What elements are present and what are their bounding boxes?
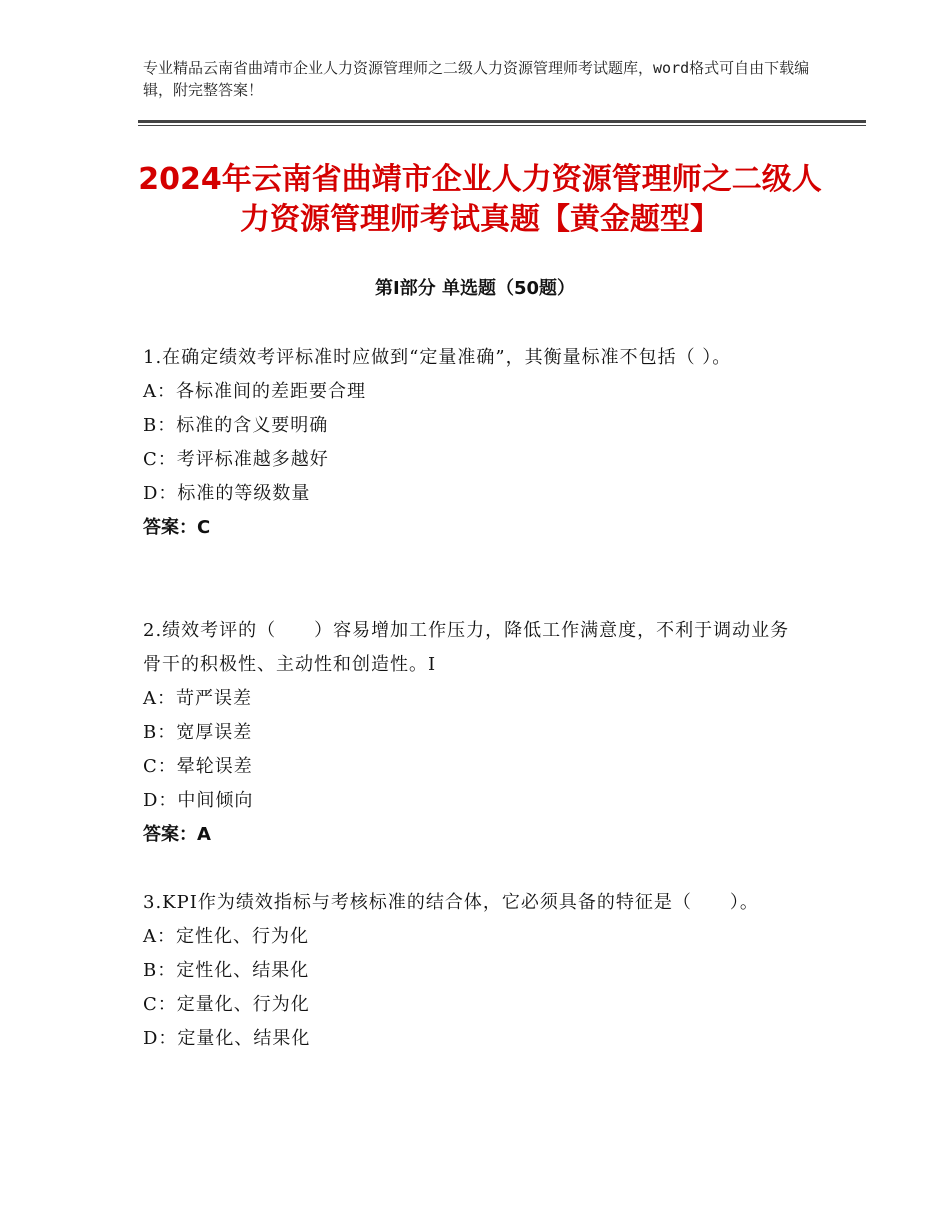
question-3 (143, 886, 803, 1056)
header-note: 专业精品云南省曲靖市企业人力资源管理师之二级人力资源管理师考试题库，word格式可自由下载编辑，附完整答案！ (143, 59, 810, 99)
question-stem: 1.在确定绩效考评标准时应做到“定量准确”，其衡量标准不包括（ ）。 (143, 347, 732, 368)
option-c: C：定量化、行为化 (143, 994, 310, 1015)
question-1 (143, 341, 803, 545)
question-2 (143, 614, 803, 852)
option-d: D：标准的等级数量 (143, 483, 311, 504)
header-divider-thick (138, 120, 866, 123)
answer: 答案：C (143, 517, 211, 538)
question-stem: 3.KPI作为绩效指标与考核标准的结合体，它必须具备的特征是（ ）。 (143, 892, 759, 913)
question-stem: 2.绩效考评的（ ）容易增加工作压力，降低工作满意度，不利于调动业务骨干的积极性、主动性和创造性。I (143, 620, 790, 675)
option-c: C：晕轮误差 (143, 756, 253, 777)
answer: 答案：A (143, 824, 211, 845)
option-a: A：各标准间的差距要合理 (143, 381, 366, 402)
option-b: B：宽厚误差 (143, 722, 253, 743)
option-a: A：苛严误差 (143, 688, 252, 709)
option-d: D：中间倾向 (143, 790, 254, 811)
section-heading: 第Ⅰ部分 单选题（50题） (374, 278, 575, 299)
option-c: C：考评标准越多越好 (143, 449, 329, 470)
option-d: D：定量化、结果化 (143, 1028, 311, 1049)
option-b: B：标准的含义要明确 (143, 415, 329, 436)
option-b: B：定性化、结果化 (143, 960, 310, 981)
header-divider-thin (138, 125, 866, 126)
option-a: A：定性化、行为化 (143, 926, 309, 947)
document-title: 2024年云南省曲靖市企业人力资源管理师之二级人力资源管理师考试真题【黄金题型】 (138, 162, 822, 237)
